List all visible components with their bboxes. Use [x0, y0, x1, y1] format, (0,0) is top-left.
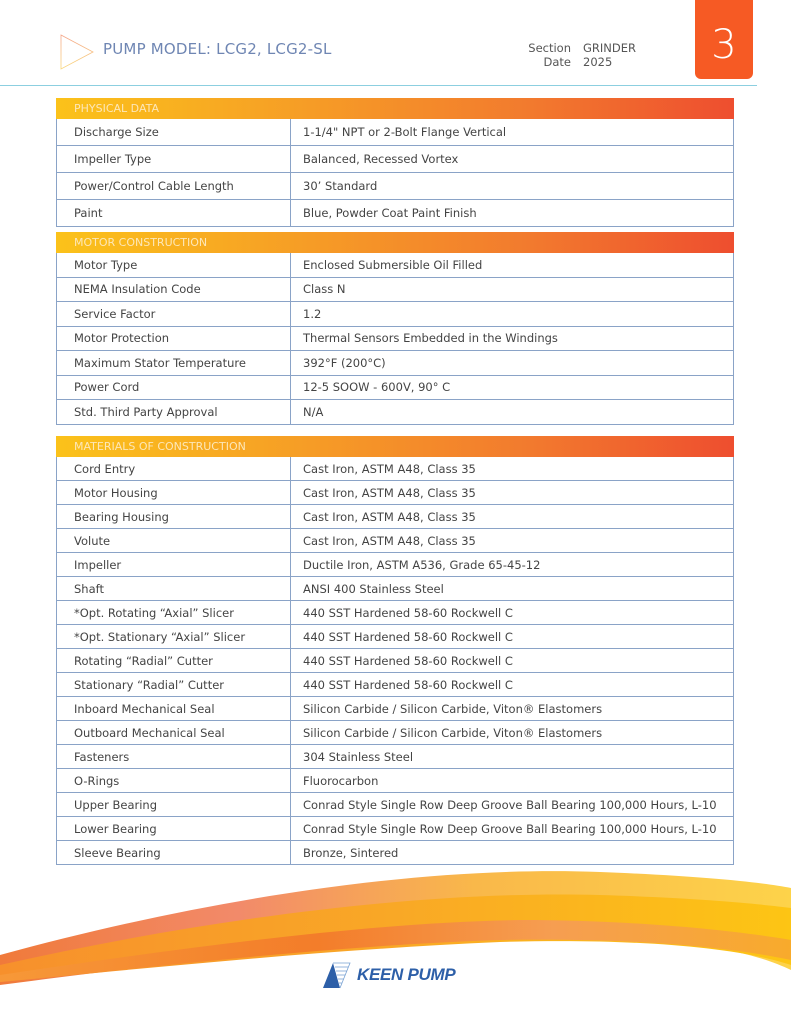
property-label: Impeller Type	[57, 146, 291, 172]
document-meta	[515, 41, 636, 69]
section-value: GRINDER	[583, 41, 637, 55]
property-label: Discharge Size	[57, 119, 291, 145]
table-row	[56, 146, 734, 173]
property-value: Class N	[303, 282, 346, 297]
table-row	[56, 721, 734, 745]
table-header: MATERIALS OF CONSTRUCTION	[56, 436, 734, 457]
property-label: Impeller	[57, 553, 291, 576]
property-value: Fluorocarbon	[303, 773, 379, 788]
property-value: Cast Iron, ASTM A48, Class 35	[303, 533, 476, 548]
header-divider	[0, 85, 757, 86]
table-row	[56, 529, 734, 553]
section-label: Section	[528, 41, 571, 55]
property-value: Enclosed Submersible Oil Filled	[303, 257, 483, 272]
table-header: PHYSICAL DATA	[56, 98, 734, 119]
property-label: Service Factor	[57, 302, 291, 326]
property-value: ANSI 400 Stainless Steel	[303, 581, 444, 596]
table-row	[56, 649, 734, 673]
table-row	[56, 553, 734, 577]
table-row	[56, 673, 734, 697]
date-label: Date	[543, 55, 571, 69]
table-row	[56, 351, 734, 376]
property-label: Cord Entry	[57, 457, 291, 480]
table-row	[56, 577, 734, 601]
property-value: Cast Iron, ASTM A48, Class 35	[303, 509, 476, 524]
motor-construction-table	[56, 232, 734, 425]
property-value: Silicon Carbide / Silicon Carbide, Viton® Elastomers	[303, 725, 603, 740]
property-value: 304 Stainless Steel	[303, 749, 414, 764]
property-value: 440 SST Hardened 58-60 Rockwell C	[303, 605, 513, 620]
table-row	[56, 745, 734, 769]
property-value: 392°F (200°C)	[303, 355, 386, 370]
property-label: Power/Control Cable Length	[57, 173, 291, 199]
property-label: O-Rings	[57, 769, 291, 792]
property-label: Motor Protection	[57, 327, 291, 351]
property-value: 440 SST Hardened 58-60 Rockwell C	[303, 677, 513, 692]
property-value: 1-1/4" NPT or 2-Bolt Flange Vertical	[303, 125, 507, 139]
property-label: Maximum Stator Temperature	[57, 351, 291, 375]
table-row	[56, 769, 734, 793]
property-label: Paint	[57, 200, 291, 226]
table-row	[56, 505, 734, 529]
property-value: Silicon Carbide / Silicon Carbide, Viton® Elastomers	[303, 701, 603, 716]
table-row	[56, 302, 734, 327]
property-label: Upper Bearing	[57, 793, 291, 816]
physical-data-table	[56, 98, 734, 227]
property-label: Power Cord	[57, 376, 291, 400]
table-row	[56, 817, 734, 841]
property-label: Sleeve Bearing	[57, 841, 291, 864]
table-row	[56, 400, 734, 425]
triangle-logo-icon	[60, 34, 94, 70]
table-row	[56, 200, 734, 227]
property-value: Ductile Iron, ASTM A536, Grade 65-45-12	[303, 557, 541, 572]
section-number-badge: 3	[695, 0, 753, 79]
property-value: Cast Iron, ASTM A48, Class 35	[303, 461, 476, 476]
table-row	[56, 119, 734, 146]
property-label: Stationary “Radial” Cutter	[57, 673, 291, 696]
table-row	[56, 601, 734, 625]
table-row	[56, 327, 734, 352]
property-value: 30’ Standard	[303, 179, 378, 193]
property-value: N/A	[303, 404, 324, 419]
property-value: Cast Iron, ASTM A48, Class 35	[303, 485, 476, 500]
table-row	[56, 625, 734, 649]
property-label: Lower Bearing	[57, 817, 291, 840]
property-label: Bearing Housing	[57, 505, 291, 528]
property-value: 440 SST Hardened 58-60 Rockwell C	[303, 629, 513, 644]
table-row	[56, 253, 734, 278]
materials-of-construction-table	[56, 436, 734, 865]
table-row	[56, 481, 734, 505]
date-value: 2025	[583, 55, 613, 69]
table-row	[56, 278, 734, 303]
property-label: *Opt. Stationary “Axial” Slicer	[57, 625, 291, 648]
property-label: Volute	[57, 529, 291, 552]
property-label: Motor Type	[57, 253, 291, 277]
property-label: Rotating “Radial” Cutter	[57, 649, 291, 672]
property-value: Blue, Powder Coat Paint Finish	[303, 206, 477, 220]
table-row	[56, 376, 734, 401]
property-value: Conrad Style Single Row Deep Groove Ball Bearing 100,000 Hours, L-10	[303, 797, 717, 812]
table-header: MOTOR CONSTRUCTION	[56, 232, 734, 253]
table-row	[56, 793, 734, 817]
property-label: Fasteners	[57, 745, 291, 768]
property-value: Conrad Style Single Row Deep Groove Ball Bearing 100,000 Hours, L-10	[303, 821, 717, 836]
property-label: Std. Third Party Approval	[57, 400, 291, 424]
keen-pump-logo-icon	[322, 961, 352, 989]
table-row	[56, 173, 734, 200]
property-value: Bronze, Sintered	[303, 845, 399, 860]
property-label: Inboard Mechanical Seal	[57, 697, 291, 720]
property-label: Motor Housing	[57, 481, 291, 504]
property-label: Shaft	[57, 577, 291, 600]
property-value: Balanced, Recessed Vortex	[303, 152, 459, 166]
page-title: PUMP MODEL: LCG2, LCG2-SL	[103, 40, 332, 58]
property-label: Outboard Mechanical Seal	[57, 721, 291, 744]
property-value: Thermal Sensors Embedded in the Windings	[303, 331, 558, 346]
table-row	[56, 697, 734, 721]
property-value: 12-5 SOOW - 600V, 90° C	[303, 380, 451, 395]
property-label: *Opt. Rotating “Axial” Slicer	[57, 601, 291, 624]
footer-logo	[322, 961, 455, 989]
table-row	[56, 457, 734, 481]
brand-name: KEEN PUMP	[357, 965, 456, 984]
property-value: 1.2	[303, 306, 322, 321]
property-value: 440 SST Hardened 58-60 Rockwell C	[303, 653, 513, 668]
property-label: NEMA Insulation Code	[57, 278, 291, 302]
